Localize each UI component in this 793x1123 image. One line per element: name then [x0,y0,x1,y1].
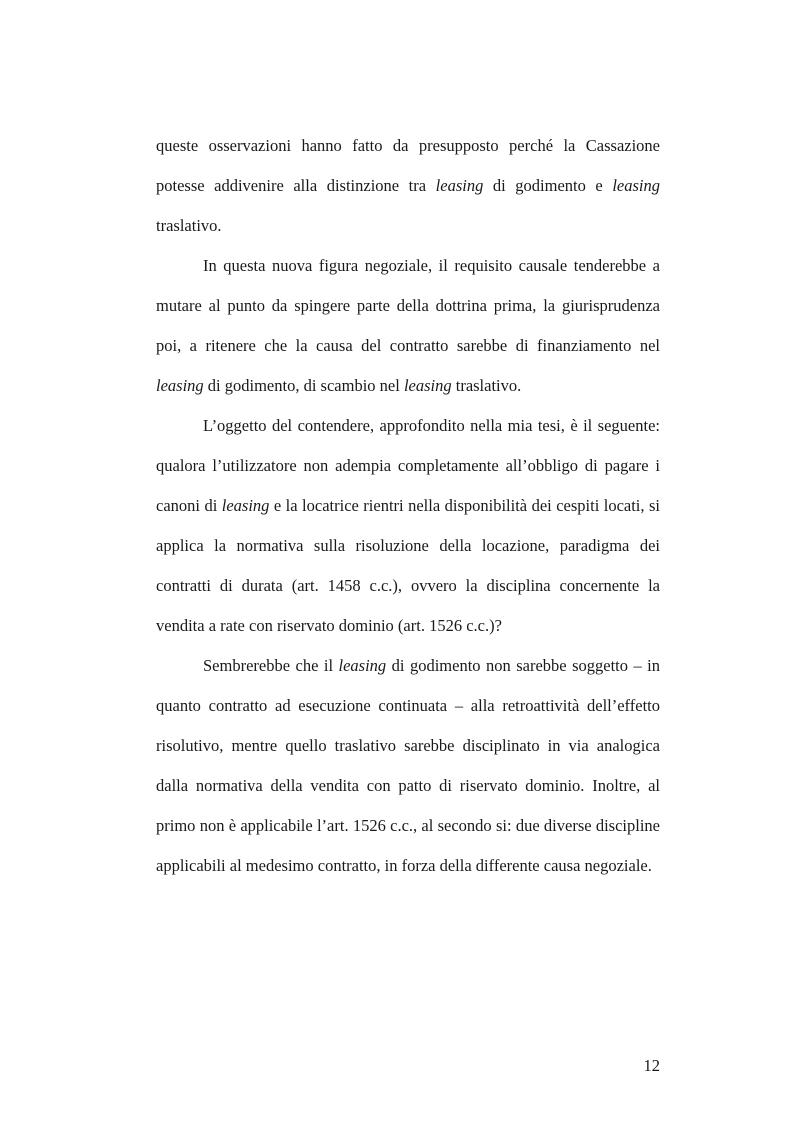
text-segment-italic: leasing [156,376,204,395]
text-segment-italic: leasing [403,376,452,395]
text-segment-italic: leasing [338,656,387,675]
text-segment: e la locatrice rientri nella disponibilità dei cespiti locati, si applica la normativa sulla risoluzione della locazione, paradigma dei contratti di durata (art. 1458 c.c.), ovvero la disciplina concernente la vendita a rate con riservato dominio (art. 1526 c.c.)? [156,496,660,635]
text-segment: di godimento e [483,176,613,195]
text-segment-italic: leasing [435,176,484,195]
text-segment: traslativo. [451,376,522,395]
text-segment: traslativo. [156,216,222,235]
paragraph-4 [156,646,660,886]
text-segment: queste osservazioni hanno fatto da presupposto perché la Cassazione potesse addivenire alla distinzione tra [156,136,660,195]
text-segment: Sembrerebbe che il [203,656,339,675]
text-segment: L’oggetto del contendere, approfondito nella mia tesi, è il seguente: qualora l’utilizzatore non adempia completamente all’obbligo di pagare i canoni di [156,416,660,515]
text-segment: In questa nuova figura negoziale, il requisito causale tenderebbe a mutare al punto da spingere parte della dottrina prima, la giurisprudenza poi, a ritenere che la causa del contratto sarebbe di finanziamento nel [156,256,660,355]
text-segment: di godimento, di scambio nel [203,376,404,395]
text-segment-italic: leasing [221,496,270,515]
paragraph-3 [156,406,660,646]
paragraph-1 [156,126,660,246]
text-segment-italic: leasing [612,176,660,195]
paragraph-2 [156,246,660,406]
page-number: 12 [643,1056,660,1075]
document-body [156,126,660,886]
text-segment: di godimento non sarebbe soggetto – in quanto contratto ad esecuzione continuata – alla retroattività dell’effetto risolutivo, mentre quello traslativo sarebbe disciplinato in via analogica dalla normativa della vendita con patto di riservato dominio. Inoltre, al primo non è applicabile l’art. 1526 c.c., al secondo si: due diverse discipline applicabili al medesimo contratto, in forza della differente causa negoziale. [156,656,661,875]
